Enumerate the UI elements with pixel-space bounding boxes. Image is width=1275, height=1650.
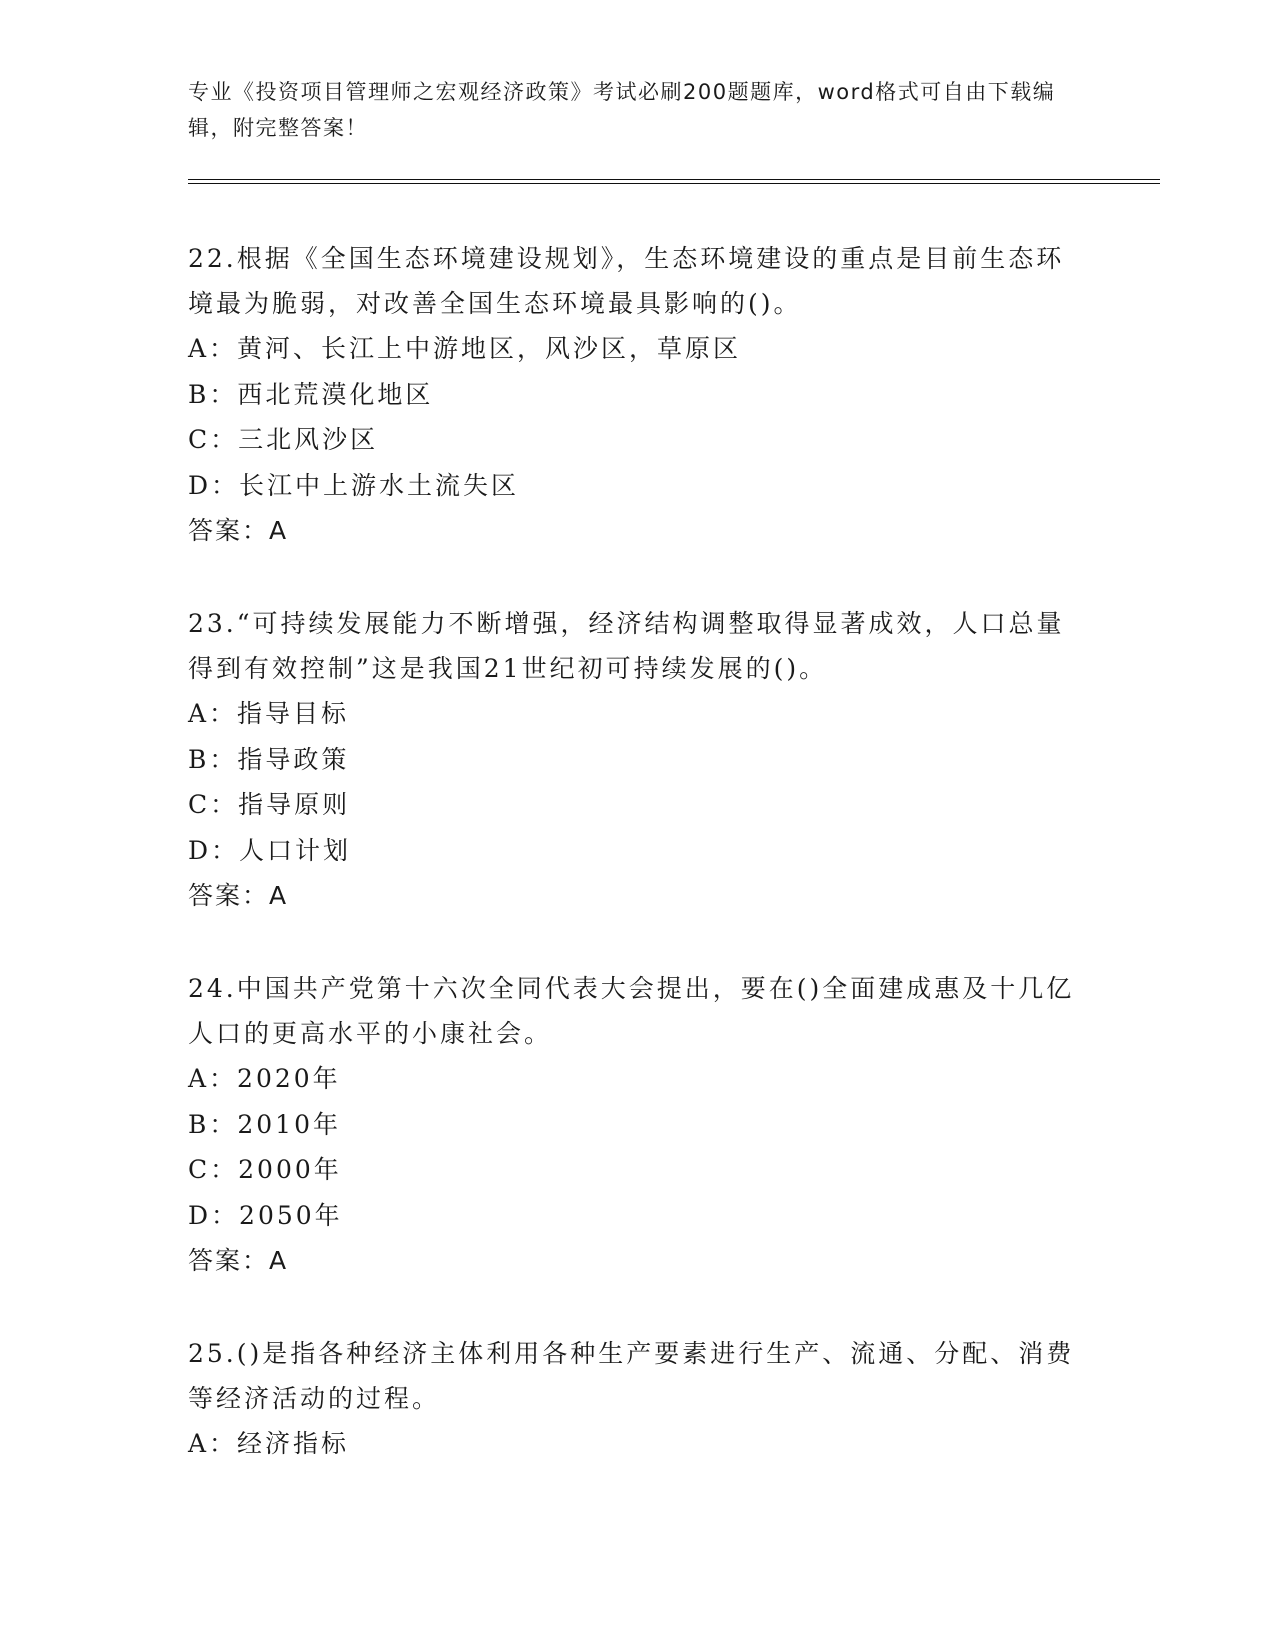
question-23 xyxy=(188,601,1078,919)
option-c: C：指导原则 xyxy=(188,790,351,819)
option-b: B：指导政策 xyxy=(188,744,350,774)
answer-line: 答案：A xyxy=(188,516,289,545)
answer-line: 答案：A xyxy=(188,881,289,910)
option-c: C：三北风沙区 xyxy=(188,425,379,454)
option-d: D：2050年 xyxy=(188,1200,343,1230)
header-divider-bottom xyxy=(188,183,1160,184)
header-title: 专业《投资项目管理师之宏观经济政策》考试必刷200题题库，word格式可自由下载编辑，附完整答案！ xyxy=(188,80,1056,140)
question-stem: 22.根据《全国生态环境建设规划》，生态环境建设的重点是目前生态环境最为脆弱，对改善全国生态环境最具影响的()。 xyxy=(188,244,1065,318)
option-b: B：2010年 xyxy=(188,1109,341,1139)
option-a: A：经济指标 xyxy=(188,1429,350,1458)
option-a: A：2020年 xyxy=(188,1064,341,1093)
option-d: D：长江中上游水土流失区 xyxy=(188,470,520,500)
question-25 xyxy=(188,1331,1078,1467)
question-22 xyxy=(188,236,1078,554)
option-c: C：2000年 xyxy=(188,1155,342,1184)
question-24 xyxy=(188,966,1078,1284)
option-a: A：黄河、长江上中游地区，风沙区，草原区 xyxy=(188,334,742,363)
option-a: A：指导目标 xyxy=(188,699,350,728)
document-header xyxy=(188,74,1068,146)
question-stem: 25.()是指各种经济主体利用各种生产要素进行生产、流通、分配、消费等经济活动的过程。 xyxy=(188,1339,1075,1413)
header-divider-top xyxy=(188,179,1160,180)
question-stem: 24.中国共产党第十六次全同代表大会提出，要在()全面建成惠及十几亿人口的更高水平的小康社会。 xyxy=(188,974,1075,1048)
option-d: D：人口计划 xyxy=(188,835,352,865)
answer-line: 答案：A xyxy=(188,1246,289,1275)
option-b: B：西北荒漠化地区 xyxy=(188,379,434,409)
question-stem: 23.“可持续发展能力不断增强，经济结构调整取得显著成效，人口总量得到有效控制”这是我国21世纪初可持续发展的()。 xyxy=(188,609,1065,683)
